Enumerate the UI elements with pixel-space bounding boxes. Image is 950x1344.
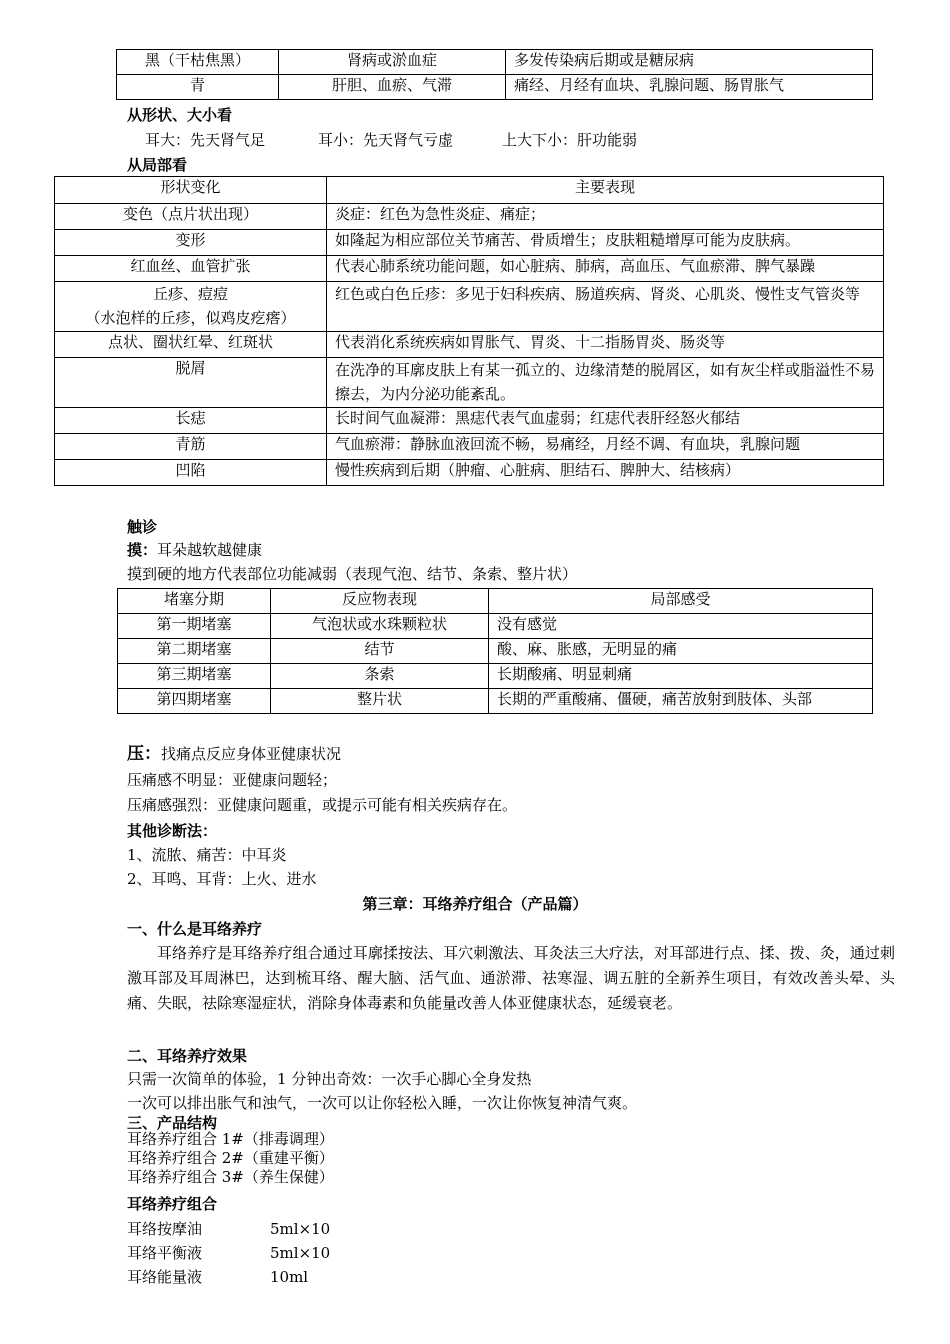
combo-item-name: 耳络平衡液 xyxy=(127,1244,203,1262)
other-line-2: 2、耳鸣、耳背：上火、进水 xyxy=(127,870,317,888)
palpation-heading: 触诊 xyxy=(127,518,158,536)
blockage-table xyxy=(117,588,873,714)
table-row xyxy=(55,358,884,408)
table-cell: 长期酸痛、明显刺痛 xyxy=(489,664,873,689)
section-2-heading: 二、耳络养疗效果 xyxy=(127,1047,248,1065)
table-row xyxy=(117,75,873,100)
table-cell: 红血丝、血管扩张 xyxy=(55,256,327,282)
table-cell: 痛经、月经有血块、乳腺问题、肠胃胀气 xyxy=(506,75,873,100)
other-line-1: 1、流脓、痛苦：中耳炎 xyxy=(127,846,287,864)
shape-size-item: 耳大：先天肾气足 xyxy=(145,131,266,149)
table-cell: 第三期堵塞 xyxy=(118,664,271,689)
table-cell: 脱屑 xyxy=(55,358,327,408)
column-header: 堵塞分期 xyxy=(118,589,271,614)
combo-item-name: 耳络能量液 xyxy=(127,1268,203,1286)
shape-size-heading: 从形状、大小看 xyxy=(127,106,233,124)
column-header: 局部感受 xyxy=(489,589,873,614)
other-diagnosis-heading: 其他诊断法： xyxy=(127,822,218,840)
local-heading: 从局部看 xyxy=(127,156,188,174)
press-line xyxy=(127,743,341,765)
table-cell: 整片状 xyxy=(271,689,489,714)
table-cell: 变色（点片状出现） xyxy=(55,204,327,230)
touch-label: 摸： xyxy=(127,541,158,559)
table-cell: 红色或白色丘疹：多见于妇科疾病、肠道疾病、肾炎、心肌炎、慢性支气管炎等 xyxy=(327,282,884,332)
table-row xyxy=(55,434,884,460)
touch-line xyxy=(127,539,262,561)
table-header-row xyxy=(118,589,873,614)
table-row xyxy=(118,689,873,714)
table-row xyxy=(117,50,873,75)
section-1-text: 耳络养疗是耳络养疗组合通过耳廓揉按法、耳穴刺激法、耳灸法三大疗法，对耳部进行点、揉、拨、灸，通过刺激耳部及耳周淋巴，达到梳耳络、醒大脑、活气血、通淤滞、祛寒湿、调五脏的全新养生项目，有效改善头晕、头痛、失眠，祛除寒湿症状，消除身体毒素和负能量改善人体亚健康状态，延缓衰老。 xyxy=(127,944,895,1012)
combo-item-name: 耳络按摩油 xyxy=(127,1220,203,1238)
chapter-title: 第三章：耳络养疗组合（产品篇） xyxy=(362,895,588,913)
shape-size-item: 耳小：先天肾气亏虚 xyxy=(318,131,454,149)
table-row xyxy=(55,256,884,282)
table-cell: 炎症：红色为急性炎症、痛症； xyxy=(327,204,884,230)
table-cell: 条索 xyxy=(271,664,489,689)
column-header: 主要表现 xyxy=(327,177,884,204)
table-cell: 气泡状或水珠颗粒状 xyxy=(271,614,489,639)
section-2-line-1: 只需一次简单的体验，1 分钟出奇效：一次手心脚心全身发热 xyxy=(127,1070,532,1088)
combo-item-spec: 5ml×10 xyxy=(270,1220,331,1238)
table-cell: 气血瘀滞：静脉血液回流不畅，易痛经，月经不调、有血块，乳腺问题 xyxy=(327,434,884,460)
table-cell: 凹陷 xyxy=(55,460,327,486)
combo-item-spec: 10ml xyxy=(270,1268,309,1286)
press-label: 压： xyxy=(127,744,161,764)
touch-text: 耳朵越软越健康 xyxy=(157,541,263,559)
section-3-heading: 三、产品结构 xyxy=(127,1114,218,1132)
table-cell: 丘疹、痘痘 （水泡样的丘疹，似鸡皮疙瘩） xyxy=(55,282,327,332)
table-cell: 第二期堵塞 xyxy=(118,639,271,664)
column-header: 形状变化 xyxy=(55,177,327,204)
table-row xyxy=(55,204,884,230)
table-row xyxy=(55,332,884,358)
combo-heading: 耳络养疗组合 xyxy=(127,1195,218,1213)
table-cell: 没有感觉 xyxy=(489,614,873,639)
table-cell: 如隆起为相应部位关节痛苦、骨质增生；皮肤粗糙增厚可能为皮肤病。 xyxy=(327,230,884,256)
table-row xyxy=(55,230,884,256)
press-text: 找痛点反应身体亚健康状况 xyxy=(161,745,342,763)
table-row xyxy=(118,639,873,664)
table-cell: 长痣 xyxy=(55,408,327,434)
list-item xyxy=(127,1242,202,1264)
table-cell: 第一期堵塞 xyxy=(118,614,271,639)
product-combo-1: 耳络养疗组合 1#（排毒调理） xyxy=(127,1130,334,1148)
local-table xyxy=(54,176,884,486)
table-cell: 变形 xyxy=(55,230,327,256)
table-cell: 慢性疾病到后期（肿瘤、心脏病、胆结石、脾肿大、结核病） xyxy=(327,460,884,486)
table-cell: 代表消化系统疾病如胃胀气、胃炎、十二指肠胃炎、肠炎等 xyxy=(327,332,884,358)
table-row xyxy=(118,664,873,689)
press-line-2: 压痛感强烈：亚健康问题重，或提示可能有相关疾病存在。 xyxy=(127,796,518,814)
table-cell: 青 xyxy=(117,75,279,100)
table-row xyxy=(118,614,873,639)
table-cell: 长期的严重酸痛、僵硬，痛苦放射到肢体、头部 xyxy=(489,689,873,714)
table-row xyxy=(55,460,884,486)
table-header-row xyxy=(55,177,884,204)
table-cell: 酸、麻、胀感，无明显的痛 xyxy=(489,639,873,664)
touch-line-2: 摸到硬的地方代表部位功能减弱（表现气泡、结节、条索、整片状） xyxy=(127,565,578,583)
section-1-heading: 一、什么是耳络养疗 xyxy=(127,920,263,938)
product-combo-2: 耳络养疗组合 2#（重建平衡） xyxy=(127,1149,334,1167)
table-cell: 黑（干枯焦黑） xyxy=(117,50,279,75)
table-cell: 肾病或淤血症 xyxy=(279,50,506,75)
product-combo-3: 耳络养疗组合 3#（养生保健） xyxy=(127,1168,334,1186)
table-cell: 肝胆、血瘀、气滞 xyxy=(279,75,506,100)
press-line-1: 压痛感不明显：亚健康问题轻； xyxy=(127,771,338,789)
table-cell: 点状、圈状红晕、红斑状 xyxy=(55,332,327,358)
table-cell: 多发传染病后期或是糖尿病 xyxy=(506,50,873,75)
top-table xyxy=(116,49,873,100)
table-cell: 结节 xyxy=(271,639,489,664)
section-2-line-2: 一次可以排出胀气和浊气，一次可以让你轻松入睡，一次让你恢复神清气爽。 xyxy=(127,1094,638,1112)
shape-size-item: 上大下小：肝功能弱 xyxy=(502,131,638,149)
table-cell: 长时间气血凝滞：黑痣代表气血虚弱；红痣代表肝经怒火郁结 xyxy=(327,408,884,434)
combo-item-spec: 5ml×10 xyxy=(270,1244,331,1262)
list-item xyxy=(127,1266,202,1288)
column-header: 反应物表现 xyxy=(271,589,489,614)
table-cell: 在洗净的耳廓皮肤上有某一孤立的、边缘清楚的脱屑区，如有灰尘样或脂溢性不易擦去，为内分泌功能紊乱。 xyxy=(327,358,884,408)
table-cell: 代表心肺系统功能问题，如心脏病、肺病，高血压、气血瘀滞、脾气暴躁 xyxy=(327,256,884,282)
list-item xyxy=(127,1218,202,1240)
table-row xyxy=(55,408,884,434)
table-row xyxy=(55,282,884,332)
table-cell: 第四期堵塞 xyxy=(118,689,271,714)
table-cell: 青筋 xyxy=(55,434,327,460)
